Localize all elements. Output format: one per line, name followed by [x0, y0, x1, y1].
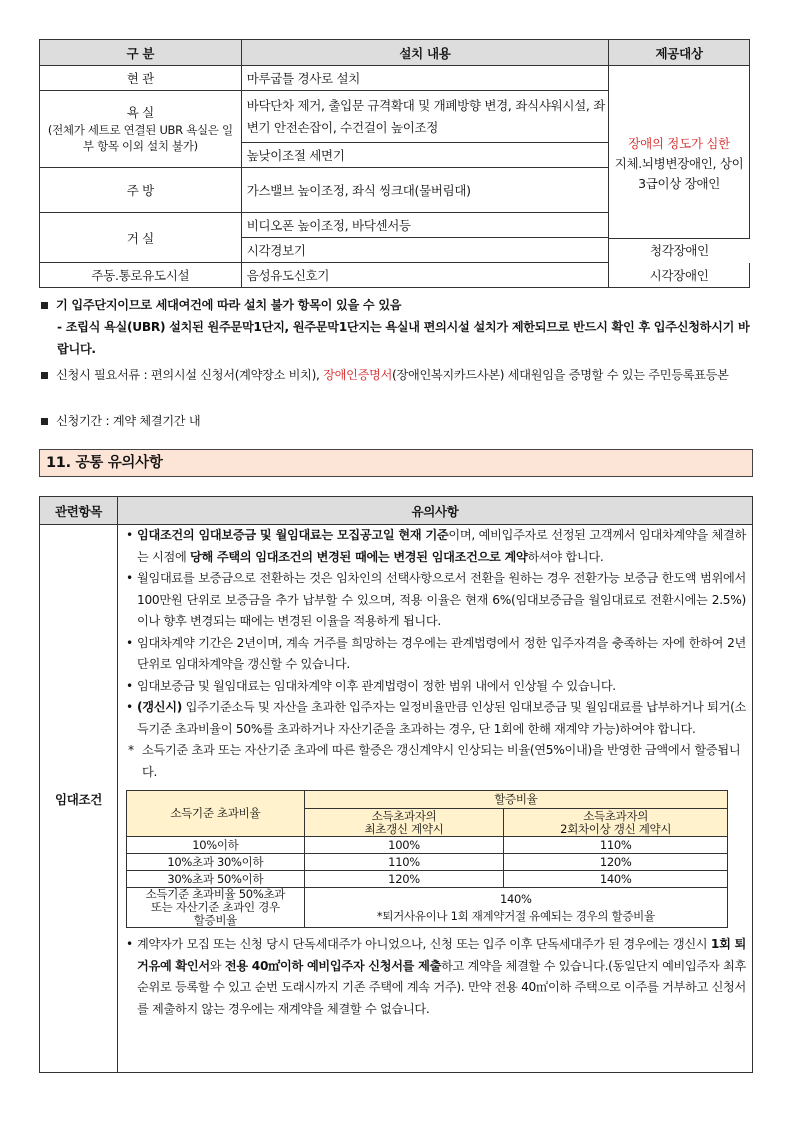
list-item: • 계약자가 모집 또는 신청 당시 단독세대주가 아니었으나, 신청 또는 입주 이후 단독세대주가 된 경우에는 갱신시 1회 퇴거유예 확인서와 전용 40㎡이하 예비입주자 신청서를 제출하고 계약을 체결할 수 있습니다.(동일단지 예비입주자 최후순위로 등록할 수 있고 순번 도래시까지 기존 주택에 계속 거주). 만약 전용 40㎡이하 주택으로 이주를 거부하고 신청서를 제출하지 않는 경우에는 재계약을 체결할 수 없습니다.: [126, 934, 746, 1020]
list-item: • 임대조건의 임대보증금 및 월임대료는 모집공고일 현재 기준이며, 예비입주자로 선정된 고객께서 임대차계약을 체결하는 시점에 당해 주택의 임대조건의 변경된 때에는 변경된 임대조건으로 계약하셔야 합니다.: [126, 525, 746, 568]
note-2: 신청시 필요서류 : 편의시설 신청서(계약장소 비치), 장애인증명서(장애인복지카드사본) 세대원임을 증명할 수 있는 주민등록표등본: [41, 364, 753, 386]
note-1: 기 입주단지이므로 세대여건에 따라 설치 불가 항목이 있을 수 있음: [41, 294, 753, 316]
table-row: 10%초과 30%이하 110% 120%: [127, 854, 728, 871]
precautions-table: [39, 496, 753, 1073]
header-first-renewal: 소득초과자의 최초갱신 계약시: [304, 809, 504, 837]
target-main-cell: [609, 66, 750, 263]
category-label: 욕 실: [126, 105, 154, 120]
category-cell: 주동.통로유도시설: [40, 263, 242, 288]
surcharge-table: [126, 790, 728, 928]
header-target: 제공대상: [609, 40, 750, 66]
header-ratio: 소득기준 초과비율: [127, 791, 305, 837]
category-note: (전체가 세트로 연결된 UBR 욕실은 일부 항목 이외 설치 불가): [47, 123, 233, 153]
square-bullet-icon: [41, 302, 48, 309]
content-cell: 시각경보기: [241, 238, 608, 263]
header-content: 설치 내용: [241, 40, 608, 66]
list-item: • 임대차계약 기간은 2년이며, 계속 거주를 희망하는 경우에는 관계법령에서 정한 입주자격을 충족하는 자에 한하여 2년 단위로 임대차계약을 갱신할 수 있습니다.: [126, 633, 746, 676]
note-3: 신청기간 : 계약 체결기간 내: [41, 410, 753, 432]
square-bullet-icon: [41, 418, 48, 425]
content-cell: 가스밸브 높이조정, 좌식 씽크대(물버림대): [241, 168, 608, 213]
section-title: 11. 공통 유의사항: [39, 449, 753, 477]
content-cell: 높낮이조절 세면기: [241, 143, 608, 168]
content-cell: 비디오폰 높이조정, 바닥센서등: [241, 213, 608, 238]
header-precautions: 유의사항: [118, 497, 753, 525]
target-main-red: 장애의 정도가 심한: [628, 136, 730, 151]
category-cell: [40, 91, 242, 168]
target-hearing-label: 청각장애인: [650, 243, 709, 258]
note-1-sub: - 조립식 욕실(UBR) 설치된 원주문막1단지, 원주문막1단지는 욕실내 편의시설 설치가 제한되므로 반드시 확인 후 입주신청하시기 바랍니다.: [57, 320, 750, 356]
header-related-item: 관련항목: [40, 497, 118, 525]
table-row: 10%이하 100% 110%: [127, 837, 728, 854]
table-row: 소득기준 초과비율 50%초과 또는 자산기준 초과인 경우 할증비율 140% *퇴거사유이나 1회 재계약거절 유예되는 경우의 할증비율: [127, 888, 728, 928]
category-cell: 현 관: [40, 66, 242, 91]
header-second-renewal: 소득초과자의 2회차이상 갱신 계약시: [504, 809, 728, 837]
header-surcharge: 할증비율: [304, 791, 727, 809]
category-cell: 거 실: [40, 213, 242, 263]
header-category: 구 분: [40, 40, 242, 66]
target-hearing-cell: [609, 238, 750, 263]
content-cell: 음성유도신호기: [241, 263, 608, 288]
list-item: • (갱신시) 입주기준소득 및 자산을 초과한 입주자는 일정비율만큼 인상된 임대보증금 및 월임대료를 납부하거나 퇴거(소득기준 초과비율이 50%를 초과하거나 자산기준을 초과하는 경우, 단 1회에 한해 재계약 가능)하여야 합니다.: [126, 697, 746, 740]
square-bullet-icon: [41, 372, 48, 379]
content-cell: 바닥단차 제거, 출입문 규격확대 및 개폐방향 변경, 좌식샤워시설, 좌변기 안전손잡이, 수건걸이 높이조정: [241, 91, 608, 143]
list-item: • 임대보증금 및 월임대료는 임대차계약 이후 관계법령이 정한 범위 내에서 인상될 수 있습니다.: [126, 676, 746, 698]
precautions-body: [118, 525, 753, 1073]
target-main-rest: 지체.뇌병변장애인, 상이 3급이상 장애인: [614, 156, 744, 191]
disability-certificate-text: 장애인증명서: [323, 368, 393, 382]
category-lease-conditions: 임대조건: [40, 525, 118, 1073]
target-visual-cell: 시각장애인: [609, 263, 750, 288]
content-cell: 마루굽틀 경사로 설치: [241, 66, 608, 91]
table-row: 30%초과 50%이하 120% 140%: [127, 871, 728, 888]
list-item: • 월임대료를 보증금으로 전환하는 것은 임차인의 선택사항으로서 전환을 원하는 경우 전환가능 보증금 한도액 범위에서 100만원 단위로 보증금을 추가 납부할 수 있으며, 적용 이율은 현재 6%(임대보증금을 월임대료로 전환시에는 2.5%)이나 향후 변경되는 때에는 변경된 이율을 적용하게 됩니다.: [126, 568, 746, 633]
asterisk-note: * 소득기준 초과 또는 자산기준 초과에 따른 할증은 갱신계약시 인상되는 비율(연5%이내)을 반영한 금액에서 할증됩니다.: [126, 740, 746, 783]
category-cell: 주 방: [40, 168, 242, 213]
